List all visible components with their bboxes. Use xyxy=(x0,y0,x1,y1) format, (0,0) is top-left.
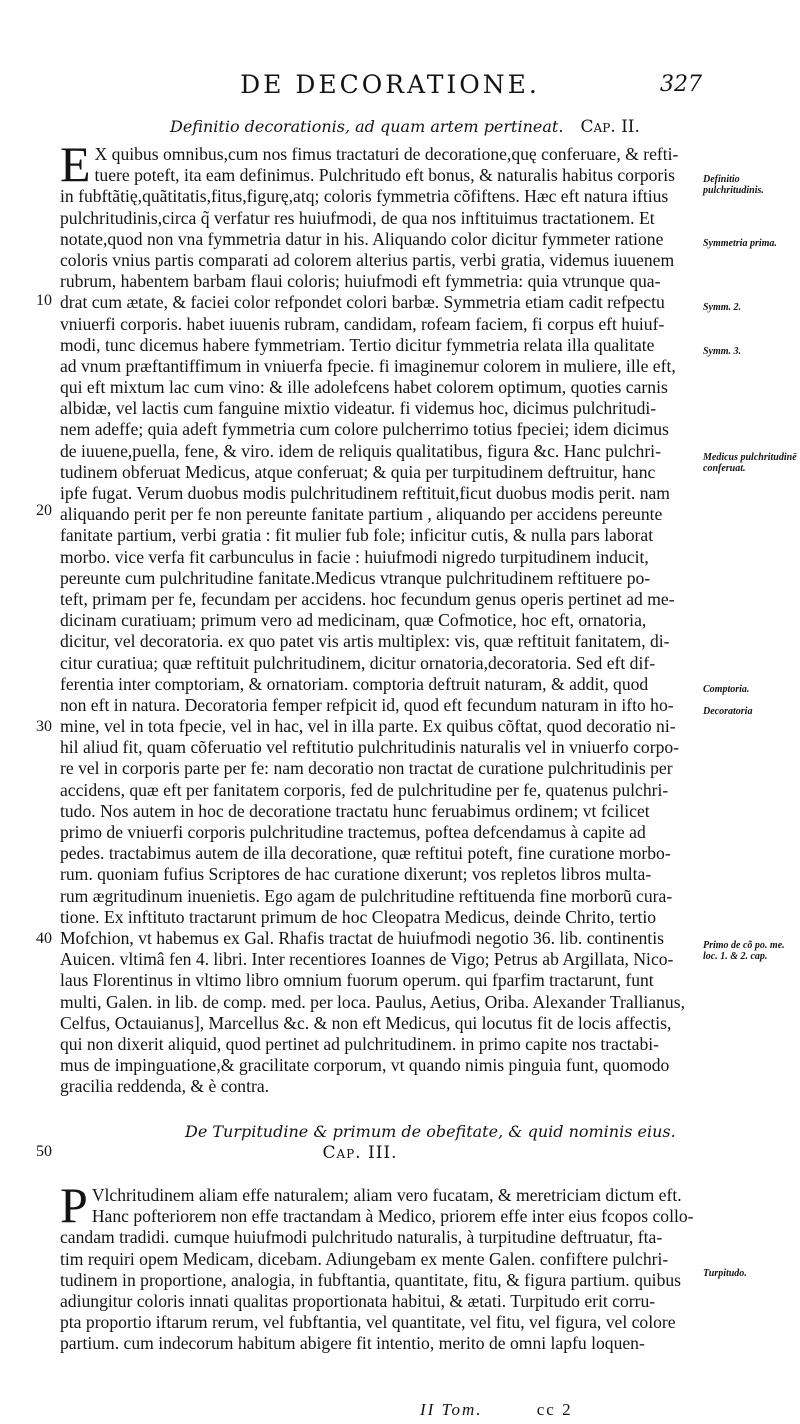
text-line: re vel in corporis parte per fe: nam decoratio non tractat de curatione pulchritudinis per xyxy=(60,758,673,779)
text-line: pereunte cum pulchritudine fanitate.Medicus vtranque pulchritudinem reftituere po- xyxy=(60,567,651,588)
text-line: aliquando perit per fe non pereunte fanitate partium , aliquando per accidens pereunte xyxy=(60,504,663,525)
chapter-3-cap: Cap. III. xyxy=(322,1143,398,1163)
margin-note-symm-2: Symm. 2. xyxy=(703,302,742,313)
drop-cap: P xyxy=(60,1177,88,1233)
chapter-3-title: De Turpitudine & primum de obefitate, & quid nominis eius. xyxy=(185,1122,676,1141)
text-line: rubrum, habentem barbam flaui coloris; huiufmodi eft fymmetria: quia vtrunque qua- xyxy=(60,271,661,292)
text-line: non eft in natura. Decoratoria femper refpicit id, quod eft fecundum naturam in ifto ho- xyxy=(60,694,674,715)
chapter-2-cap: Cap. II. xyxy=(580,117,640,137)
text-line: ad vnum præftantiffimum in vniuerfa fpecie. fi imaginemur colorem in muliere, ille eft, xyxy=(60,355,676,376)
text-line: primo de vniuerfi corporis pulchritudine tractemus, poftea defcendamus à capite ad xyxy=(60,822,646,842)
text-line: qui non dixerit aliquid, quod pertinet ad pulchritudinem. in primo capite nos tractabi- xyxy=(60,1033,660,1054)
text-line: vniuerfi corporis. habet iuuenis rubram, candidam, rofeam faciem, fi corpus eft huiuf- xyxy=(60,313,665,334)
chapter-3-body xyxy=(60,1177,696,1355)
text-line: dicinam curatiuam; primum vero ad medicinam, quæ Cofmotice, hoc eft, ornatoria, xyxy=(60,610,647,631)
drop-cap: E xyxy=(60,136,91,192)
margin-note-symm-3: Symm. 3. xyxy=(703,346,742,357)
text-line: teft, primam per fe, fecundam per accidens. hoc fecundum genus operis pertinet ad me- xyxy=(60,588,675,609)
text-line: mine, vel in tota fpecie, vel in hac, vel in illa parte. Ex quibus cõftat, quod decoratio ni- xyxy=(60,716,676,737)
text-line: adiungitur coloris innati qualitas proportionata habitui, & ætati. Turpitudo erit corru- xyxy=(60,1290,656,1311)
text-line: qui eft mixtum lac cum vino: & ille adolefcens habet colorem optimum, quoties carnis xyxy=(60,377,668,398)
text-line: in fubftãtię,quãtitatis,fitus,figurę,atq; coloris fymmetria cõfiftens. Hæc eft natura iftius xyxy=(60,186,669,207)
text-line: de iuuene,puella, fene, & viro. idem de reliquis qualitatibus, figura &c. Hanc pulchri- xyxy=(60,440,661,461)
text-line: laus Florentinus in vltimo libro omnium fuorum operum. qui fparfim tractarunt, funt xyxy=(60,970,654,991)
text-line: X quibus omnibus,cum nos fimus tractaturi de decoratione,quę conferuare, & refti- xyxy=(94,144,679,164)
margin-note-turpitudo: Turpitudo. xyxy=(703,1268,747,1279)
text-line: notate,quod non vna fymmetria datur in his. Aliquando color dicitur fymmeter ratione xyxy=(60,228,664,249)
text-line: tim requiri opem Medicam, dicebam. Adiungebam ex mente Galen. confiftere pulchri- xyxy=(60,1248,669,1269)
text-line: Hanc pofteriorem non effe tractandam à Medico, priorem effe inter eius fcopos collo- xyxy=(91,1206,694,1227)
text-line: rum ægritudinum inuenietis. Ego agam de pulchritudine reftituenda fine morborũ cura- xyxy=(60,885,673,906)
line-number-50: 50 xyxy=(36,1143,52,1160)
running-head: DE DECORATIONE. xyxy=(240,70,540,99)
text-line: Celfus, Octauianus], Marcellus &c. & non eft Medicus, qui locutus fit de locis affectis, xyxy=(60,1012,672,1033)
text-line: fanitate partium, verbi gratia : fit mulier fub fole; inficitur cutis, & nulla pars laborat xyxy=(60,525,654,546)
text-line: tudinem obferuat Medicus, atque conferuat; & quia per turpitudinem deftruitur, hanc xyxy=(60,461,656,482)
chapter-2-heading xyxy=(170,117,640,137)
text-line: accidens, quæ eft per fanitatem corporis, fed de pulchritudine per fe, quatenus pulchri- xyxy=(60,779,669,800)
text-line: tuere poteft, ita eam definimus. Pulchritudo eft bonus, & naturalis habitus corporis xyxy=(94,165,676,186)
text-line: Vlchritudinem aliam effe naturalem; aliam vero fucatam, & meretriciam dictum eft. xyxy=(91,1185,682,1205)
margin-note-decoratoria: Decoratoria xyxy=(703,706,753,717)
chapter-2-body xyxy=(60,136,696,1097)
text-line: tione. Ex inftituto tractarunt primum de hoc Cleopatra Medicus, deinde Chrito, tertio xyxy=(60,906,657,927)
text-line: Auicen. vltimâ fen 4. libri. Inter recentiores Ioannes de Vigo; Petrus ab Argillata, Nico- xyxy=(60,949,674,970)
text-line: albidæ, vel lactis cum fanguine mixtio videatur. fi videmus hoc, dicimus pulchritudi- xyxy=(60,398,657,419)
line-number-20: 20 xyxy=(36,502,52,519)
text-line: candam tradidi. cumque huiufmodi pulchritudo naturalis, à turpitudine deftruatur, fta- xyxy=(60,1227,663,1248)
text-line: pulchritudinis,circa q̃ verfatur res huiufmodi, de qua nos inftituimus tractationem. Et xyxy=(60,207,655,228)
margin-note-symmetria-prima: Symmetria prima. xyxy=(703,238,777,249)
margin-note-definitio: Definitio pulchritudinis. xyxy=(703,174,764,196)
text-line: mus de impinguatione,& gracilitate corporum, vt quando nimis pinguia funt, quomodo xyxy=(60,1055,670,1076)
text-line: tudinem in proportione, analogia, in fubftantia, quantitate, fitu, & figura partium. quibus xyxy=(60,1269,682,1290)
margin-note-primo: Primo de cõ po. me. loc. 1. & 2. cap. xyxy=(703,940,785,962)
text-line: nem adeffe; quia adeft fymmetria cum colore pulcherrimo totius fpeciei; idem dicimus xyxy=(60,419,669,440)
text-line: ipfe fugat. Verum duobus modis pulchritudinem reftituit,ficut duobus modis perit. nam xyxy=(60,483,670,503)
page-number: 327 xyxy=(660,72,702,97)
signature-mark: cc 2 xyxy=(536,1400,573,1419)
text-line: ferentia inter comptoriam, & ornatoriam. comptoria deftruit naturam, & addit, quod xyxy=(60,673,649,694)
line-number-10: 10 xyxy=(36,292,52,309)
text-line: partium. cum indecorum habitum abigere fit intentio, merito de omni lapfu loquen- xyxy=(60,1333,645,1354)
text-line: coloris vnius partis comparati ad colorem alterius partis, verbi gratia, videmus iuuenem xyxy=(60,249,675,270)
text-line: tudo. Nos autem in hoc de decoratione tractatu hunc feruabimus ordinem; vt fcilicet xyxy=(60,800,650,821)
text-line: modi, tunc dicemus habere fymmetriam. Tertio dicitur fymmetria relata illa qualitate xyxy=(60,334,655,355)
margin-note-medicus: Medicus pulchritudinē conferuat. xyxy=(703,452,797,474)
line-number-40: 40 xyxy=(36,930,52,947)
chapter-3-heading xyxy=(185,1122,676,1141)
text-line: hil aliud fit, quam cõferuatio vel reftitutio pulchritudinis naturalis vel in vniuerfo corpo- xyxy=(60,737,680,758)
text-line: gracilia reddenda, & è contra. xyxy=(60,1076,270,1097)
text-line: pta proportio iftarum rerum, vel fubftantia, vel quantitate, vel fitu, vel figura, vel colore xyxy=(60,1312,676,1333)
chapter-2-title: Definitio decorationis, ad quam artem pertineat. xyxy=(170,117,564,136)
signature-line xyxy=(420,1400,573,1420)
line-number-30: 30 xyxy=(36,718,52,735)
text-line: citur curatiua; quæ reftituit pulchritudinem, dicitur ornatoria,decoratoria. Sed eft dif- xyxy=(60,652,656,673)
text-line: drat cum ætate, & faciei color refpondet colori barbæ. Symmetria etiam cadit refpectu xyxy=(60,292,665,313)
text-line: pedes. tractabimus autem de illa decoratione, quæ reftitui poteft, fine curatione morbo- xyxy=(60,843,671,864)
text-line: dicitur, vel decoratoria. ex quo patet vis artis multiplex: vis, quæ reftituit fanitatem, di- xyxy=(60,631,670,652)
text-line: morbo. vice verfa fit carbunculus in facie : huiufmodi nigredo turpitudinem inducit, xyxy=(60,546,649,567)
text-line: multi, Galen. in lib. de comp. med. per loca. Paulus, Aetius, Oriba. Alexander Trallianus, xyxy=(60,991,685,1012)
margin-note-comptoria: Comptoria. xyxy=(703,684,750,695)
text-line: Mofchion, vt habemus ex Gal. Rhafis tractat de huiufmodi negotio 36. lib. continentis xyxy=(60,927,664,948)
signature-volume: II Tom. xyxy=(420,1400,483,1419)
text-line: rum. quoniam fufius Scriptores de hac curatione dixerunt; vos repletos libros multa- xyxy=(60,864,652,885)
